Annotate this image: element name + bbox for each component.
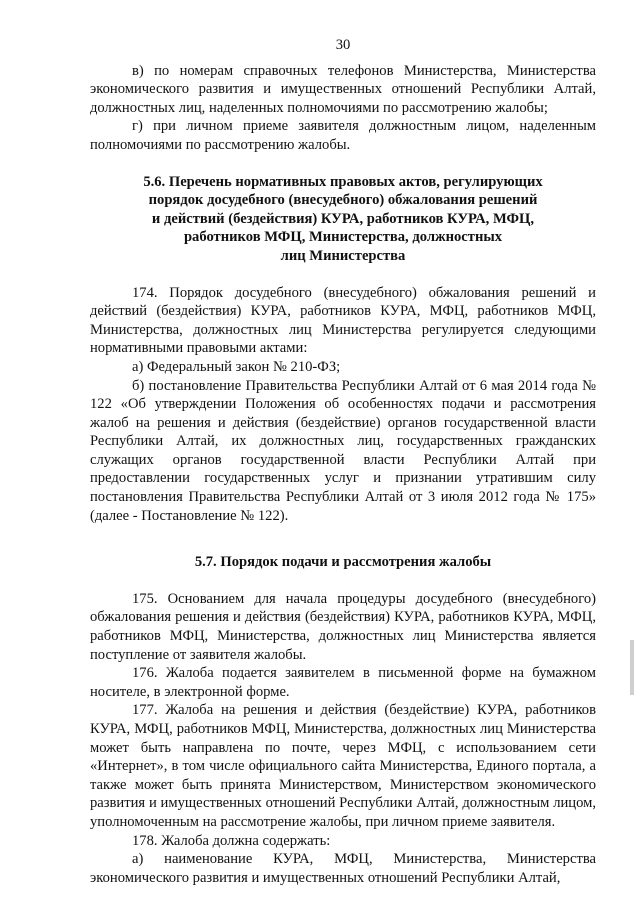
- paragraph-178: 178. Жалоба должна содержать:: [132, 832, 331, 849]
- heading-line: работников МФЦ, Министерства, должностных: [183, 229, 503, 246]
- scan-edge-mark: [630, 640, 634, 695]
- paragraph-174-a: а) Федеральный закон № 210-ФЗ;: [132, 358, 341, 375]
- heading-line: и действий (бездействия) КУРА, работников КУРА, МФЦ,: [151, 210, 535, 227]
- paragraph-176: 176. Жалоба подается заявителем в письменной форме на бумажном носителе, в электронной форме.: [90, 665, 596, 700]
- paragraph-174-b: б) постановление Правительства Республики Алтай от 6 мая 2014 года № 122 «Об утверждении Положения об особенностях подачи и рассмотрения жалоб на решения и действия (бездействие) органов государственной власти Республики Алтай, их должностных лиц, государственных гражданских служащих органов государственной власти Республики Алтай при предоставлении государственных услуг и признании утратившим силу постановления Правительства Республики Алтай от 3 июля 2012 года № 175» (далее - Постановление № 122).: [90, 377, 596, 524]
- document-page: [90, 36, 596, 887]
- paragraph-item-v: в) по номерам справочных телефонов Министерства, Министерства экономического развития и имущественных отношений Республики Алтай, должностных лиц, наделенных полномочиями по рассмотрению жалобы;: [90, 62, 596, 116]
- paragraph-item-g: г) при личном приеме заявителя должностным лицом, наделенным полномочиями по рассмотрению жалобы.: [90, 118, 596, 153]
- paragraph-177: 177. Жалоба на решения и действия (бездействие) КУРА, работников КУРА, МФЦ, работников МФЦ, Министерства, должностных лиц Министерства может быть направлена по почте, через МФЦ, с использованием сети «Интернет», в том числе официального сайта Министерства, Единого портала, а также может быть принята Министерством, Министерством экономического развития и имущественных отношений Республики Алтай, должностным лицом, уполномоченным на рассмотрение жалобы, при личном приеме заявителя.: [90, 702, 596, 830]
- page-number: 30: [335, 37, 351, 53]
- paragraph-175: 175. Основанием для начала процедуры досудебного (внесудебного) обжалования решения и действия (бездействия) КУРА, работников КУРА, МФЦ, работников МФЦ, Министерства, должностных лиц Министерства является поступление от заявителя жалобы.: [90, 590, 596, 663]
- heading-line: лиц Министерства: [280, 247, 406, 264]
- section-heading-5-6: [90, 173, 596, 266]
- section-heading-5-7: 5.7. Порядок подачи и рассмотрения жалобы: [194, 554, 492, 571]
- heading-line: порядок досудебного (внесудебного) обжалования решений: [148, 192, 538, 209]
- paragraph-174: 174. Порядок досудебного (внесудебного) обжалования решений и действий (бездействия) КУРА, работников КУРА, МФЦ, работников МФЦ, Министерства, должностных лиц Министерства регулируется следующими нормативными правовыми актами:: [90, 284, 596, 357]
- paragraph-178-a: а) наименование КУРА, МФЦ, Министерства, Министерства экономического развития и имущественных отношений Республики Алтай,: [90, 851, 596, 886]
- heading-line: 5.6. Перечень нормативных правовых актов, регулирующих: [143, 173, 543, 190]
